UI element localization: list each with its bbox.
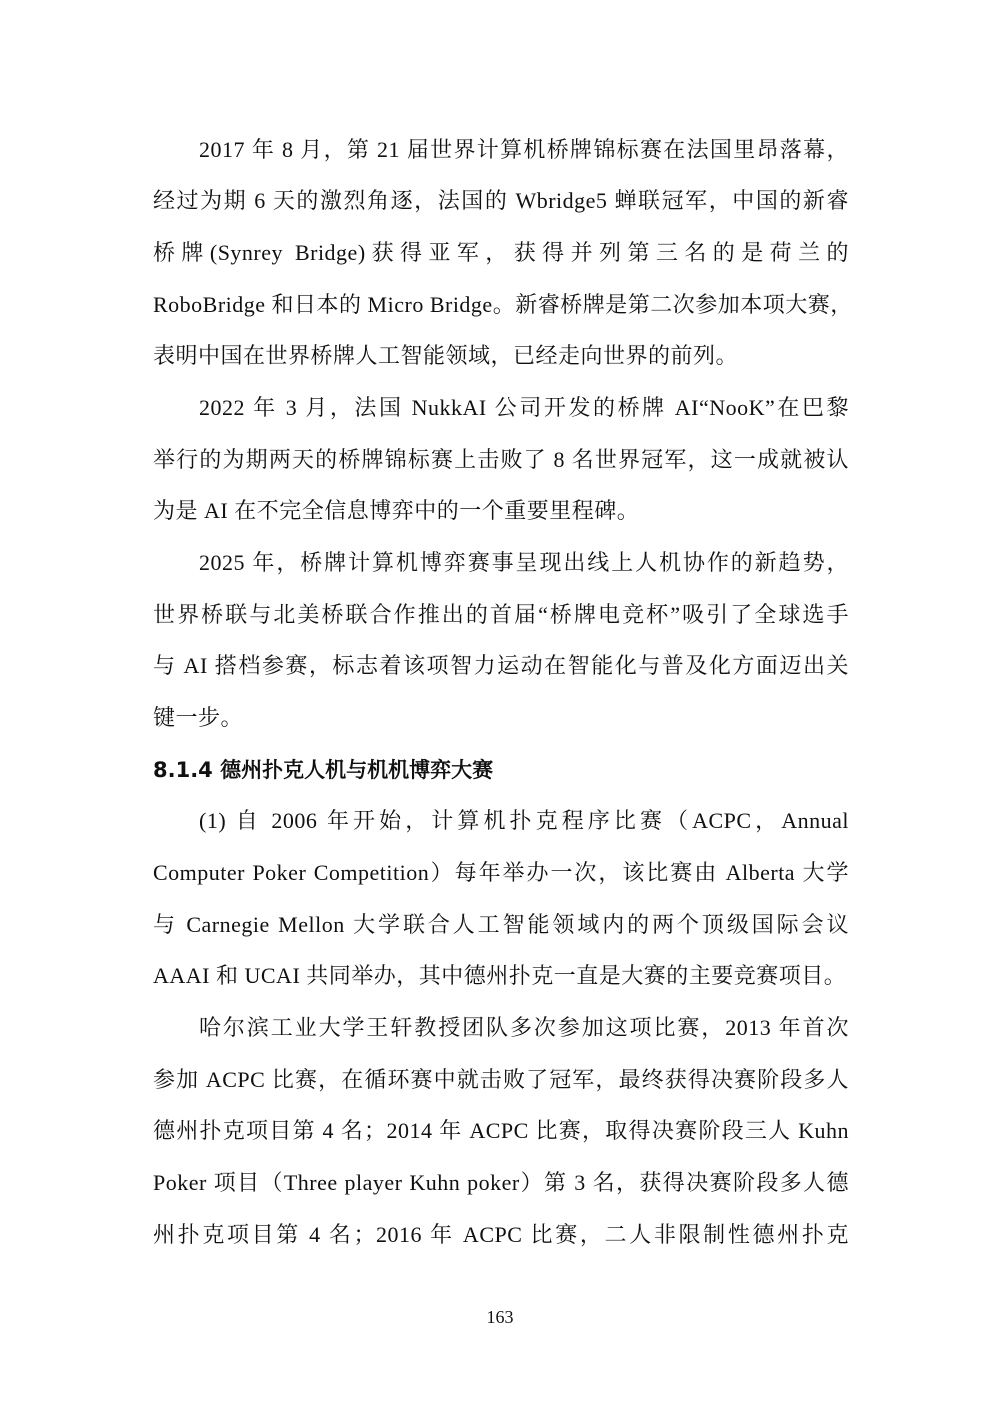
paragraph-line: 2025 年，桥牌计算机博弈赛事呈现出线上人机协作的新趋势， (199, 550, 849, 575)
paragraph-line: Poker 项目（Three player Kuhn poker）第 3 名，获得决赛阶段多人德 (153, 1170, 849, 1195)
paragraph-line: AAAI 和 UCAI 共同举办，其中德州扑克一直是大赛的主要竞赛项目。 (153, 963, 847, 988)
paragraph-line: RoboBridge 和日本的 Micro Bridge。新睿桥牌是第二次参加本项大赛， (153, 292, 853, 317)
paragraph-line: 2017 年 8 月，第 21 届世界计算机桥牌锦标赛在法国里昂落幕， (199, 137, 849, 162)
paragraph-line: 与 Carnegie Mellon 大学联合人工智能领域内的两个顶级国际会议 (153, 912, 849, 937)
paragraph-line: 桥牌(Synrey Bridge)获得亚军，获得并列第三名的是荷兰的 (153, 240, 849, 265)
paragraph-line: 经过为期 6 天的激烈角逐，法国的 Wbridge5 蝉联冠军，中国的新睿 (153, 188, 849, 213)
paragraph-line: 参加 ACPC 比赛，在循环赛中就击败了冠军，最终获得决赛阶段多人 (153, 1067, 849, 1092)
page-number: 163 (486, 1307, 514, 1327)
paragraph-line: 州扑克项目第 4 名；2016 年 ACPC 比赛，二人非限制性德州扑克 (153, 1222, 849, 1247)
paragraph-line: 举行的为期两天的桥牌锦标赛上击败了 8 名世界冠军，这一成就被认 (153, 447, 849, 472)
paragraph-line: Computer Poker Competition）每年举办一次，该比赛由 Alberta 大学 (153, 860, 849, 885)
paragraph-line: 德州扑克项目第 4 名；2014 年 ACPC 比赛，取得决赛阶段三人 Kuhn (153, 1118, 849, 1143)
paragraph-line: 键一步。 (153, 705, 244, 730)
paragraph-line: 表明中国在世界桥牌人工智能领域，已经走向世界的前列。 (153, 343, 739, 368)
paragraph-line: 为是 AI 在不完全信息博弈中的一个重要里程碑。 (153, 498, 640, 523)
paragraph-line: 2022 年 3 月，法国 NukkAI 公司开发的桥牌 AI“NooK”在巴黎 (199, 395, 849, 420)
paragraph-line: (1) 自 2006 年开始，计算机扑克程序比赛（ACPC，Annual (199, 808, 849, 833)
section-heading: 8.1.4 德州扑克人机与机机博弈大赛 (153, 758, 494, 782)
paragraph-line: 与 AI 搭档参赛，标志着该项智力运动在智能化与普及化方面迈出关 (153, 653, 849, 678)
paragraph-line: 哈尔滨工业大学王轩教授团队多次参加这项比赛，2013 年首次 (199, 1015, 849, 1040)
paragraph-line: 世界桥联与北美桥联合作推出的首届“桥牌电竞杯”吸引了全球选手 (153, 602, 849, 627)
